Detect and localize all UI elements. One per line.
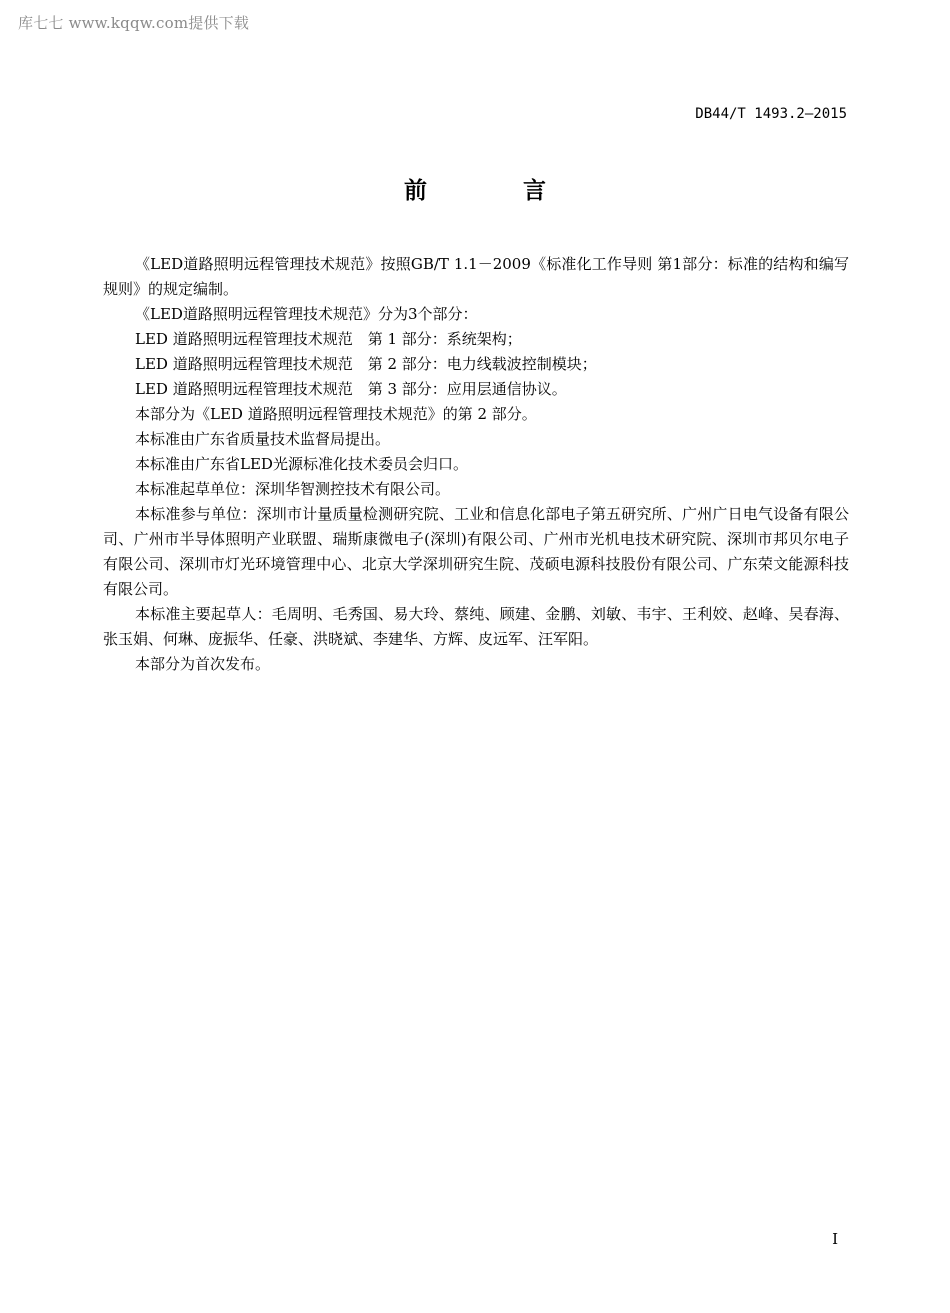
paragraph-proposed-by: 本标准由广东省质量技术监督局提出。 <box>135 430 391 448</box>
standard-code: DB44/T 1493.2—2015 <box>695 106 847 122</box>
paragraph-this-part: 本部分为《LED 道路照明远程管理技术规范》的第 2 部分。 <box>135 405 537 423</box>
paragraph-drafting-unit: 本标准起草单位：深圳华智测控技术有限公司。 <box>135 480 451 498</box>
paragraph-first-release: 本部分为首次发布。 <box>135 655 271 673</box>
paragraph-compilation-basis: 《LED道路照明远程管理技术规范》按照GB/T 1.1－2009《标准化工作导则 第1部分：标准的结构和编写规则》的规定编制。 <box>103 255 849 298</box>
paragraph-main-drafters: 本标准主要起草人：毛周明、毛秀国、易大玲、蔡纯、顾建、金鹏、刘敏、韦宇、王利姣、赵峰、吴春海、张玉娟、何琳、庞振华、任豪、洪晓斌、李建华、方辉、皮远军、汪军阳。 <box>103 605 849 648</box>
paragraph-under-jurisdiction: 本标准由广东省LED光源标准化技术委员会归口。 <box>135 455 468 473</box>
paragraph-part-2: LED 道路照明远程管理技术规范 第 2 部分：电力线载波控制模块； <box>135 355 597 373</box>
paragraph-part-3: LED 道路照明远程管理技术规范 第 3 部分：应用层通信协议。 <box>135 380 567 398</box>
paragraph-parts-intro: 《LED道路照明远程管理技术规范》分为3个部分： <box>135 305 478 323</box>
paragraph-part-1: LED 道路照明远程管理技术规范 第 1 部分：系统架构； <box>135 330 522 348</box>
watermark: 库七七 www.kqqw.com提供下载 <box>18 14 250 32</box>
page-title: 前 言 <box>403 178 590 204</box>
foreword-body <box>103 252 849 677</box>
page-number: I <box>832 1230 838 1248</box>
paragraph-participating-units: 本标准参与单位：深圳市计量质量检测研究院、工业和信息化部电子第五研究所、广州广日电气设备有限公司、广州市半导体照明产业联盟、瑞斯康微电子(深圳)有限公司、广州市光机电技术研究院、深圳市邦贝尔电子有限公司、深圳市灯光环境管理中心、北京大学深圳研究生院、茂硕电源科技股份有限公司、广东荣文能源科技有限公司。 <box>103 505 849 598</box>
